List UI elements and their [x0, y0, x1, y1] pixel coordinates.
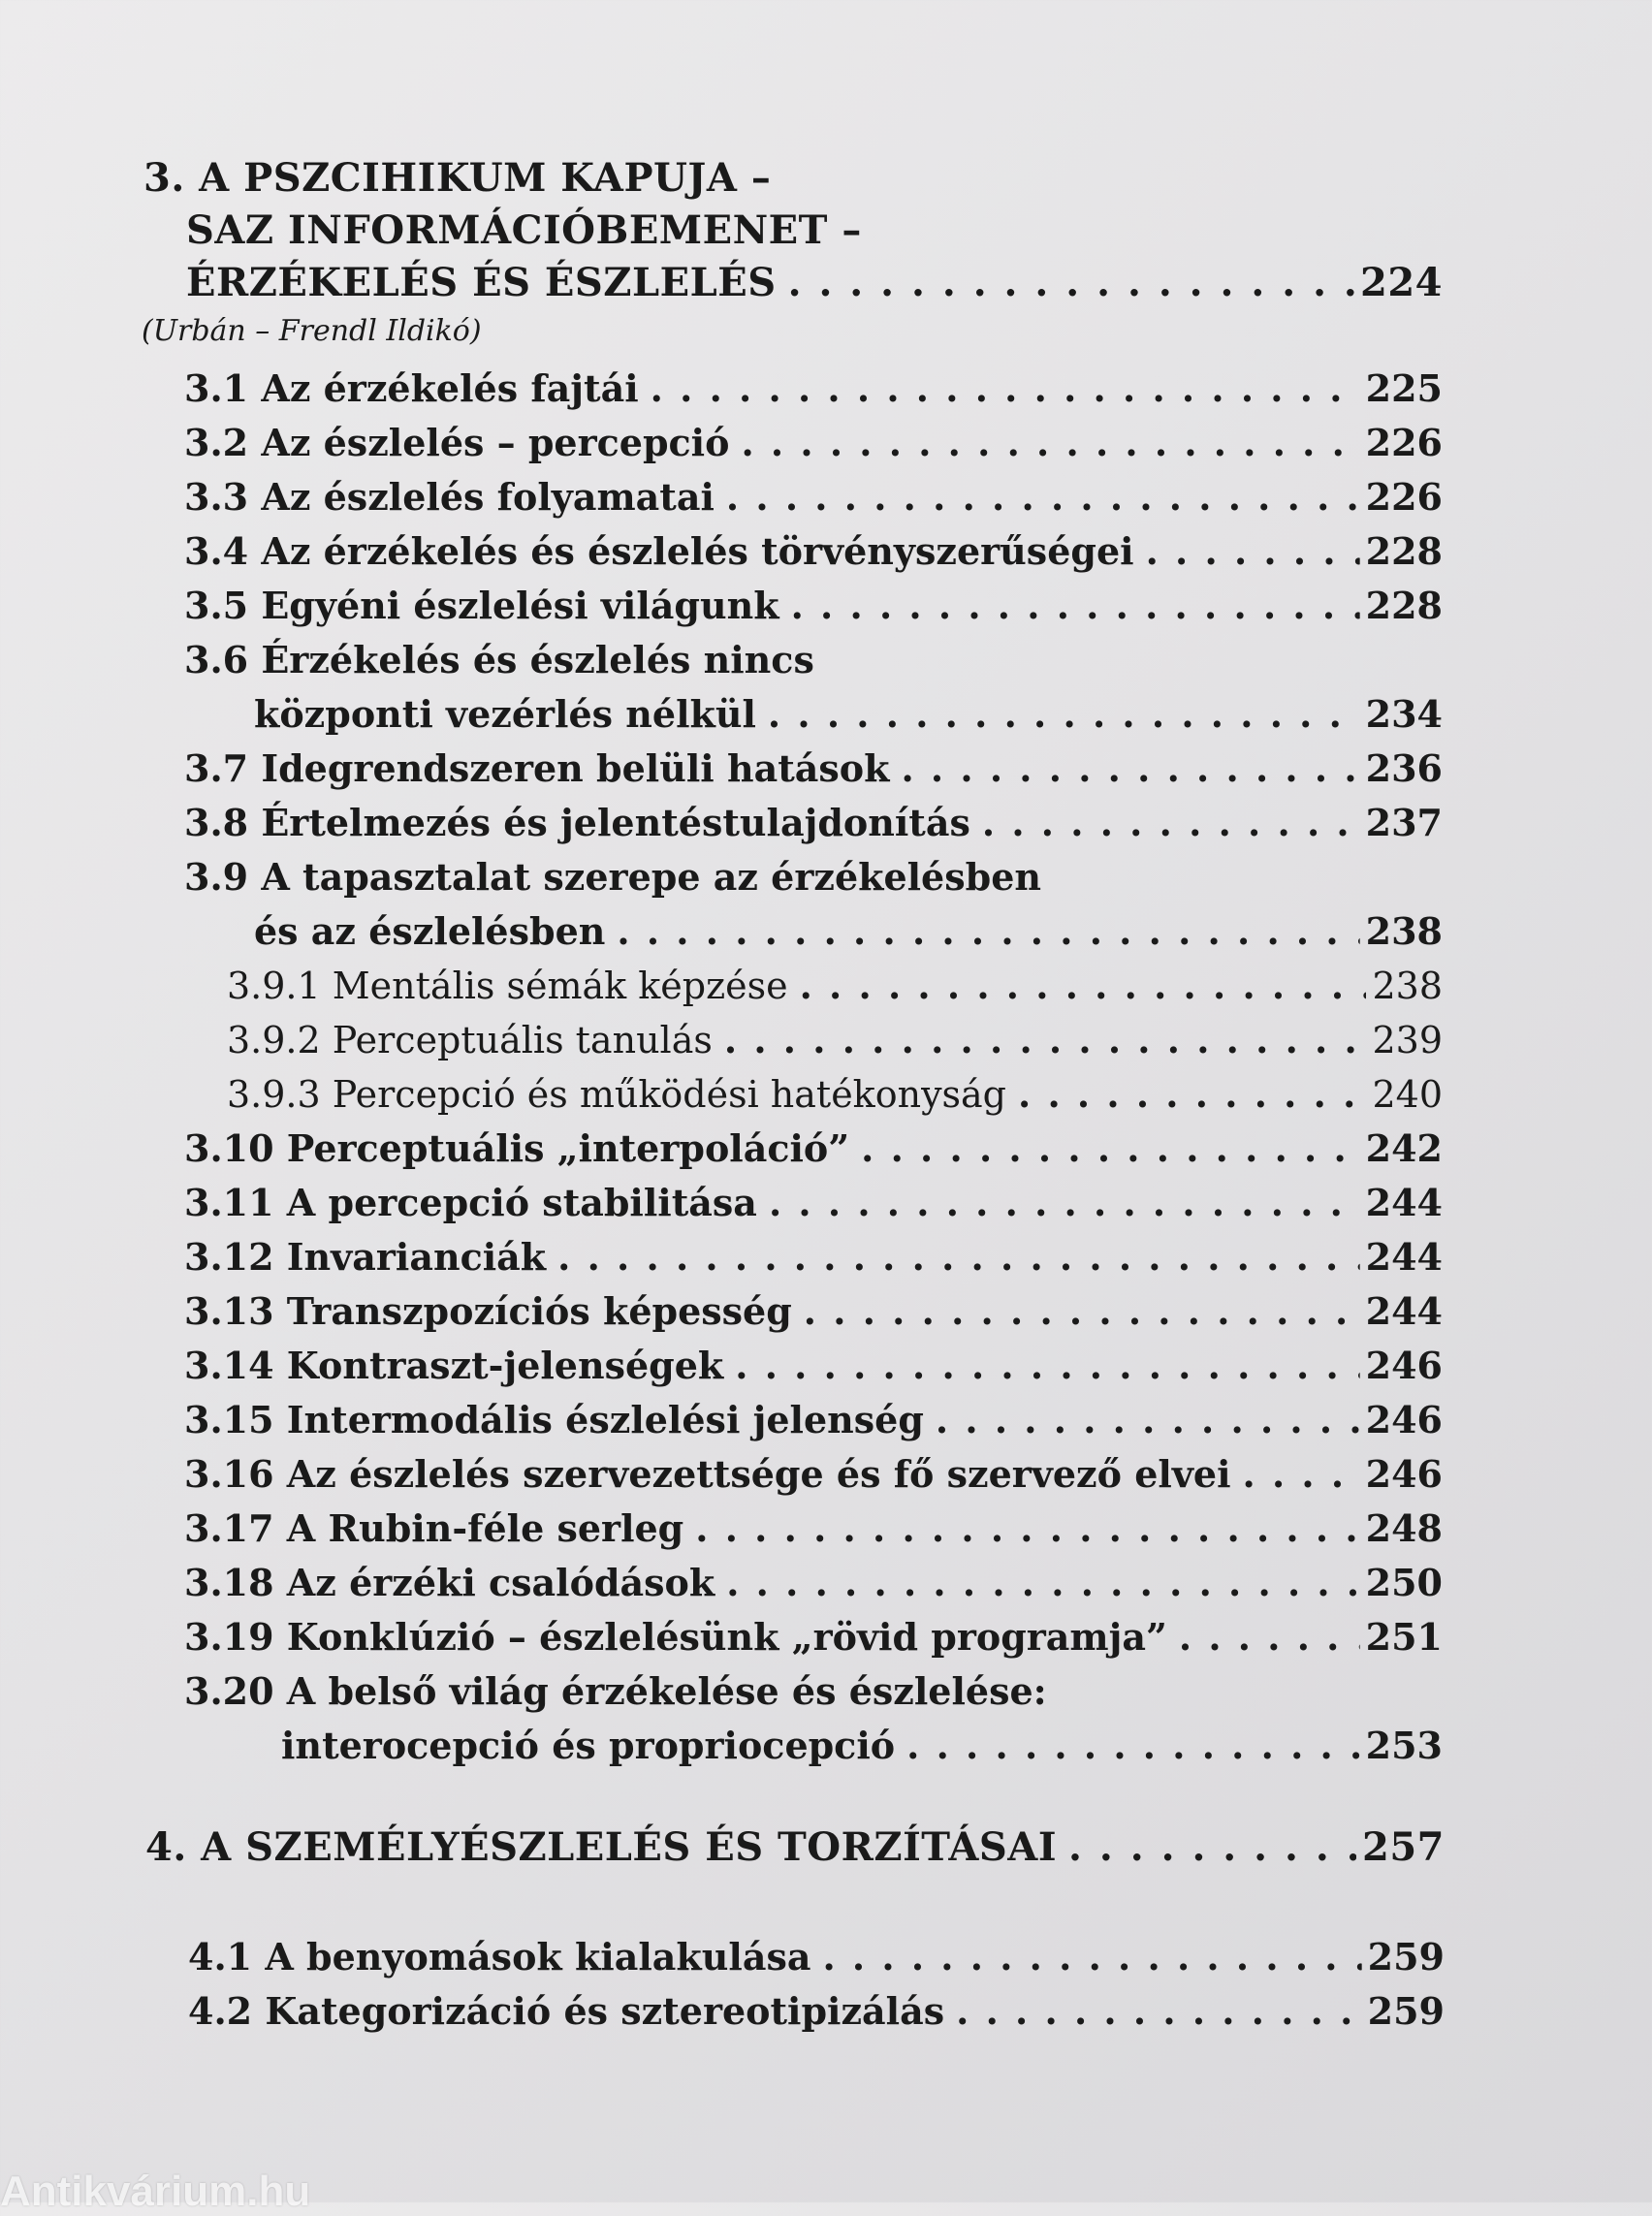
toc-entry-label: 3.5 Egyéni észlelési világunk: [184, 584, 779, 627]
toc-entry-label: 3.19 Konklúzió – észlelésünk „rövid programja”: [184, 1615, 1167, 1659]
toc-entry-label: 3.2 Az észlelés – percepció: [184, 421, 730, 464]
leader-dots: [861, 1126, 1360, 1170]
toc-entry-page: 251: [1365, 1615, 1443, 1659]
leader-dots: [557, 1235, 1360, 1279]
chapter-3-title-text-1: 3. A PSZCIHIKUM KAPUJA –: [143, 155, 772, 201]
leader-dots: [768, 692, 1360, 736]
toc-entry-label: 3.1 Az érzékelés fajtái: [184, 366, 639, 410]
toc-entry-page: 244: [1365, 1235, 1443, 1279]
toc-entry-page: 248: [1365, 1506, 1443, 1550]
leader-dots: [906, 1724, 1360, 1767]
toc-entry-label: 3.3 Az észlelés folyamatai: [184, 475, 715, 519]
toc-entry-label: 3.17 A Rubin-féle serleg: [184, 1506, 684, 1550]
toc-entry-page: 250: [1365, 1561, 1443, 1604]
leader-dots: [1179, 1615, 1360, 1659]
leader-dots: [788, 260, 1354, 305]
toc-entry[interactable]: [188, 1935, 1445, 1979]
leader-dots: [726, 475, 1360, 519]
toc-entry-page: 259: [1367, 1989, 1445, 2033]
toc-entry-label: 3.12 Invarianciák: [184, 1235, 547, 1279]
toc-entry-page: 253: [1365, 1724, 1443, 1767]
toc-entry[interactable]: [184, 638, 814, 681]
chapter-3-author-text: (Urbán – Frendl Ildikó): [142, 314, 482, 348]
leader-dots: [800, 964, 1367, 1007]
toc-entry[interactable]: [188, 1989, 1445, 2033]
watermark-logo: Antikvárium.hu: [0, 2168, 311, 2215]
toc-entry-label: 4.2 Kategorizáció és sztereotipizálás: [188, 1989, 945, 2033]
leader-dots: [741, 421, 1359, 464]
toc-entry[interactable]: [184, 801, 1443, 844]
toc-entry-label: 3.7 Idegrendszeren belüli hatások: [184, 746, 890, 790]
toc-entry[interactable]: [184, 855, 1041, 899]
toc-entry[interactable]: [184, 1615, 1443, 1659]
chapter-3-title-line-1: [143, 155, 771, 201]
toc-entry-label: 3.6 Érzékelés és észlelés nincs: [184, 638, 814, 681]
leader-dots: [617, 909, 1359, 953]
toc-entry-page: 226: [1365, 475, 1443, 519]
toc-entry-page: 228: [1365, 529, 1443, 573]
leader-dots: [726, 1561, 1359, 1604]
leader-dots: [901, 746, 1359, 790]
toc-entry-label: 3.20 A belső világ érzékelése és észlelése:: [184, 1669, 1047, 1713]
toc-entry-label: 3.15 Intermodális észlelési jelenség: [184, 1398, 924, 1441]
toc-subentry[interactable]: [227, 1072, 1443, 1116]
toc-entry-label: 4.1 A benyomások kialakulása: [188, 1935, 811, 1979]
toc-entry[interactable]: [184, 746, 1443, 790]
toc-entry[interactable]: [184, 366, 1443, 410]
toc-entry[interactable]: [184, 475, 1443, 519]
leader-dots: [735, 1344, 1359, 1387]
chapter-4-title-text: 4. A SZEMÉLYÉSZLELÉS ÉS TORZÍTÁSAI: [145, 1824, 1058, 1870]
chapter-3-title-text-2: SAZ INFORMÁCIÓBEMENET –: [186, 207, 862, 253]
toc-entry-page: 259: [1367, 1935, 1445, 1979]
toc-entry[interactable]: [184, 584, 1443, 627]
toc-entry-label: 3.14 Kontraszt-jelenségek: [184, 1344, 724, 1387]
toc-entry[interactable]: [184, 1344, 1443, 1387]
toc-entry-page: 246: [1365, 1344, 1443, 1387]
toc-subentry[interactable]: [227, 964, 1443, 1007]
toc-entry-page: 238: [1372, 965, 1443, 1007]
toc-entry[interactable]: [184, 1561, 1443, 1604]
leader-dots: [1146, 529, 1360, 573]
toc-entry-label: 3.11 A percepció stabilitása: [184, 1181, 757, 1224]
toc-entry-label: 3.9 A tapasztalat szerepe az érzékelésben: [184, 855, 1042, 899]
toc-entry-page: 238: [1365, 909, 1443, 953]
leader-dots: [822, 1935, 1361, 1979]
toc-entry-label: 3.8 Értelmezés és jelentéstulajdonítás: [184, 801, 970, 844]
toc-entry-label: 3.9.1 Mentális sémák képzése: [227, 965, 788, 1007]
toc-entry-label: 3.4 Az érzékelés és észlelés törvényszerűségei: [184, 529, 1134, 573]
leader-dots: [956, 1989, 1362, 2033]
toc-entry-page: 242: [1365, 1126, 1443, 1170]
toc-entry[interactable]: [184, 1452, 1443, 1496]
toc-entry-page: 226: [1365, 421, 1443, 464]
leader-dots: [769, 1181, 1360, 1224]
toc-entry[interactable]: [184, 1398, 1443, 1441]
leader-dots: [1243, 1452, 1360, 1496]
toc-entry-page: 246: [1365, 1452, 1443, 1496]
toc-subentry[interactable]: [227, 1018, 1443, 1061]
chapter-3-page-number: 224: [1360, 260, 1443, 305]
toc-entry[interactable]: [184, 1289, 1443, 1333]
chapter-3-author: [142, 314, 482, 348]
toc-entry-page: 244: [1365, 1181, 1443, 1224]
toc-entry[interactable]: [184, 1126, 1443, 1170]
toc-entry[interactable]: [184, 1506, 1443, 1550]
toc-entry-label: interocepció és propriocepció: [281, 1724, 896, 1767]
toc-entry[interactable]: [184, 1181, 1443, 1224]
toc-entry-label: 3.16 Az észlelés szervezettsége és fő szervező elvei: [184, 1452, 1231, 1496]
toc-entry-page: 246: [1365, 1398, 1443, 1441]
toc-entry-label: 3.10 Perceptuális „interpoláció”: [184, 1126, 850, 1170]
leader-dots: [936, 1398, 1360, 1441]
toc-entry-page: 239: [1372, 1019, 1443, 1061]
leader-dots: [651, 366, 1360, 410]
leader-dots: [724, 1018, 1367, 1061]
toc-entry[interactable]: [184, 421, 1443, 464]
leader-dots: [791, 584, 1360, 627]
chapter-4-page-number: 257: [1362, 1824, 1445, 1870]
toc-entry-page: 237: [1365, 801, 1443, 844]
toc-entry-page: 228: [1365, 584, 1443, 627]
toc-entry-page: 240: [1372, 1073, 1443, 1116]
toc-entry-page: 234: [1365, 692, 1443, 736]
chapter-3-title-text-3: ÉRZÉKELÉS ÉS ÉSZLELÉS: [186, 260, 777, 305]
toc-entry-page: 225: [1365, 366, 1443, 410]
toc-entry-label: 3.9.3 Percepció és működési hatékonyság: [227, 1073, 1007, 1116]
toc-entry[interactable]: [254, 909, 1443, 953]
toc-entry-label: és az észlelésben: [254, 909, 606, 953]
chapter-3-title-line-3: [186, 260, 1443, 305]
leader-dots: [1068, 1824, 1356, 1870]
toc-entry[interactable]: [184, 1235, 1443, 1279]
toc-entry-label: 3.18 Az érzéki csalódások: [184, 1561, 715, 1604]
toc-entry[interactable]: [254, 692, 1443, 736]
toc-entry[interactable]: [184, 1669, 1047, 1713]
toc-entry-label: 3.9.2 Perceptuális tanulás: [227, 1019, 713, 1061]
leader-dots: [695, 1506, 1359, 1550]
toc-entry-label: 3.13 Transzpozíciós képesség: [184, 1289, 792, 1333]
leader-dots: [982, 801, 1360, 844]
chapter-4-title[interactable]: [145, 1824, 1445, 1870]
toc-entry[interactable]: [184, 529, 1443, 573]
toc-entry-page: 244: [1365, 1289, 1443, 1333]
leader-dots: [1018, 1072, 1366, 1116]
toc-entry-page: 236: [1365, 746, 1443, 790]
chapter-3-title-line-2: [186, 207, 862, 253]
toc-entry[interactable]: [281, 1724, 1443, 1767]
toc-entry-label: központi vezérlés nélkül: [254, 692, 756, 736]
leader-dots: [804, 1289, 1360, 1333]
